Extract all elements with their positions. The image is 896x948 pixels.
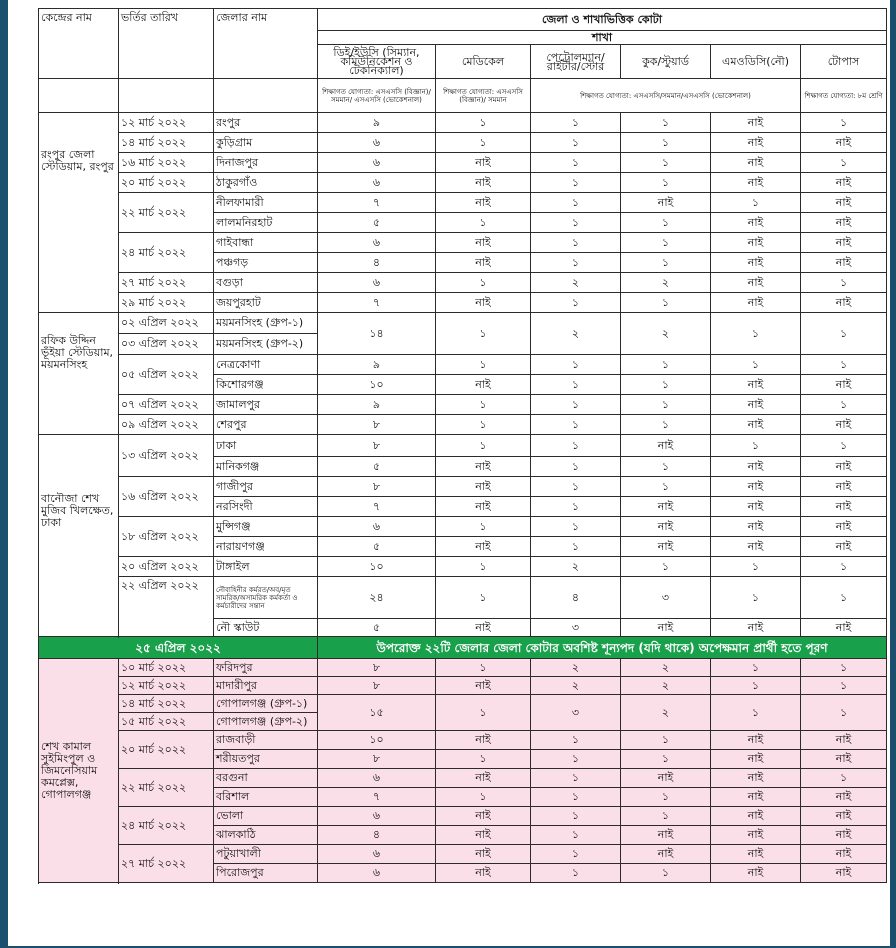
value-cell: ৮ [318,435,436,457]
value-cell: ১ [531,113,621,133]
branch-medical: মেডিকেল [436,45,531,79]
value-cell: ৮ [318,477,436,497]
value-cell: নাই [711,415,801,435]
center-dhaka: বানৌজা শেখ মুজিব খিলক্ষেত, ঢাকা [39,435,119,637]
value-cell: ৭ [318,497,436,517]
value-cell: ৬ [318,173,436,193]
value-cell: ২ [621,677,711,695]
value-cell: নাই [801,731,887,750]
value-cell: নাই [801,845,887,864]
value-cell: ৬ [318,133,436,153]
value-cell: ১ [436,659,531,677]
district-cell: বরিশাল [214,788,318,807]
value-cell: ১ [621,253,711,273]
value-cell: নাই [711,864,801,883]
district-cell: গোপালগঞ্জ (গ্রুপ-১) [214,695,318,713]
district-cell: পিরোজপুর [214,864,318,883]
value-cell: ১ [531,355,621,375]
value-cell: ১ [711,355,801,375]
value-cell: নাই [621,537,711,557]
value-cell: ৭ [318,788,436,807]
value-cell: নাই [801,750,887,769]
value-cell: ১ [436,213,531,233]
value-cell: ১ [711,313,801,355]
value-cell: ১ [436,415,531,435]
value-cell: ১ [531,788,621,807]
value-cell: ১ [621,750,711,769]
value-cell: ১ [531,213,621,233]
value-cell: ১ [711,435,801,457]
value-cell: নাই [621,435,711,457]
date-cell: ২২ মার্চ ২০২২ [119,769,214,807]
value-cell: ২ [531,313,621,355]
value-cell: ২ [531,557,621,577]
date-cell: ১২ মার্চ ২০২২ [119,677,214,695]
district-cell: ঠাকুরগাঁও [214,173,318,193]
value-cell: ১ [801,577,887,619]
value-cell: ১ [621,788,711,807]
value-cell: ১ [801,113,887,133]
value-cell: নাই [621,619,711,637]
value-cell: নাই [801,457,887,477]
district-cell: শরীয়তপুর [214,750,318,769]
district-cell: ময়মনসিংহ (গ্রুপ-১) [214,313,318,334]
value-cell: ২ [531,273,621,293]
value-cell: ৩ [621,577,711,619]
district-cell: কিশোরগঞ্জ [214,375,318,395]
value-cell: ১ [531,731,621,750]
district-cell: জামালপুর [214,395,318,415]
value-cell: নাই [801,415,887,435]
value-cell: ১০ [318,731,436,750]
branch-topas: টোপাস [801,45,887,79]
value-cell: ১৪ [318,313,436,355]
value-cell: ৫ [318,619,436,637]
value-cell: ১ [436,133,531,153]
district-cell: মাদারীপুর [214,677,318,695]
value-cell: ৪ [318,826,436,845]
value-cell: ২ [621,695,711,731]
district-cell: নৌ স্কাউট [214,619,318,637]
value-cell: ৬ [318,517,436,537]
value-cell: নাই [436,677,531,695]
value-cell: ৬ [318,233,436,253]
value-cell: ১ [531,497,621,517]
district-cell: শেরপুর [214,415,318,435]
qualification-medical: শিক্ষাগত যোগ্যতা: এসএসসি (বিজ্ঞান)/ সমমান [436,79,531,113]
value-cell: ১ [436,435,531,457]
value-cell: ৪ [318,253,436,273]
quota-table [38,8,887,883]
district-cell: মানিকগঞ্জ [214,457,318,477]
district-cell: ঢাকা [214,435,318,457]
value-cell: ১ [711,557,801,577]
value-cell: নাই [801,619,887,637]
value-cell: নাই [711,457,801,477]
district-cell: বগুড়া [214,273,318,293]
value-cell: ১ [531,826,621,845]
value-cell: ১ [436,113,531,133]
value-cell: ১ [436,273,531,293]
date-cell: ২০ মার্চ ২০২২ [119,731,214,769]
value-cell: নাই [801,477,887,497]
value-cell: নাই [436,845,531,864]
value-cell: ৮ [318,750,436,769]
branch-modc: এমওডিসি(নৌ) [711,45,801,79]
value-cell: ১ [621,133,711,153]
value-cell: ১ [531,477,621,497]
date-cell: ১৪ মার্চ ২০২২ [119,695,214,713]
branch-patrolman: পেট্রোলম্যান/ রাইটার/স্টোর [531,45,621,79]
qualification-de-uc: শিক্ষাগত যোগ্যতা: এসএসসি (বিজ্ঞান)/সমমান/ এসএসসি (ভোকেশনাল) [318,79,436,113]
value-cell: ১ [621,395,711,415]
value-cell: ৩ [531,619,621,637]
date-cell: ১৫ মার্চ ২০২২ [119,713,214,731]
district-cell: পঞ্চগড় [214,253,318,273]
value-cell: নাই [621,517,711,537]
value-cell: ২ [621,313,711,355]
value-cell: ৬ [318,864,436,883]
header-admission-date: ভর্তির তারিখ [119,9,214,79]
value-cell: নাই [436,253,531,273]
value-cell: ৬ [318,769,436,788]
value-cell: ১ [531,435,621,457]
district-cell: নীলফামারী [214,193,318,213]
value-cell: ১ [711,193,801,213]
value-cell: ১ [621,557,711,577]
value-cell: নাই [436,731,531,750]
district-cell: ময়মনসিংহ (গ্রুপ-২) [214,334,318,355]
value-cell: ৬ [318,807,436,826]
value-cell: ১ [531,395,621,415]
value-cell: ১ [436,355,531,375]
value-cell: ৬ [318,845,436,864]
value-cell: নাই [711,395,801,415]
value-cell: ৮ [318,659,436,677]
value-cell: ১ [531,807,621,826]
value-cell: ৪ [531,577,621,619]
value-cell: নাই [711,375,801,395]
value-cell: নাই [436,477,531,497]
date-cell: ০৩ এপ্রিল ২০২২ [119,334,214,355]
header-branch: শাখা [318,31,887,45]
value-cell: ১ [711,577,801,619]
value-cell: নাই [436,864,531,883]
value-cell: ১ [531,293,621,313]
value-cell: নাই [711,233,801,253]
district-cell: পটুয়াখালী [214,845,318,864]
value-cell: ১ [531,517,621,537]
value-cell: ১ [531,233,621,253]
value-cell: ১ [531,153,621,173]
district-cell: ঝালকাঠি [214,826,318,845]
value-cell: ৯ [318,395,436,415]
value-cell: নাই [711,826,801,845]
center-rangpur: রংপুর জেলা স্টেডিয়াম, রংপুর [39,113,119,313]
district-cell: টাঙ্গাইল [214,557,318,577]
value-cell: নাই [801,864,887,883]
district-cell: বরগুনা [214,769,318,788]
value-cell: ১ [711,695,801,731]
value-cell: ১০ [318,375,436,395]
value-cell: নাই [711,153,801,173]
value-cell: ৫ [318,537,436,557]
value-cell: ৭ [318,293,436,313]
value-cell: নাই [801,517,887,537]
value-cell: নাই [621,845,711,864]
value-cell: ১ [436,788,531,807]
center-gopalganj: শেখ কামাল সুইমিংপুল ও জিমনেসিয়াম কমপ্লেক্স, গোপালগঞ্জ [39,659,119,883]
value-cell: ১৫ [318,695,436,731]
value-cell: নাই [711,273,801,293]
value-cell: নাই [711,807,801,826]
value-cell: নাই [621,497,711,517]
value-cell: ৯ [318,355,436,375]
value-cell: ১ [621,233,711,253]
document-sheet [8,0,890,946]
value-cell: ১ [531,457,621,477]
value-cell: ১ [801,355,887,375]
district-cell: লালমনিরহাট [214,213,318,233]
value-cell: নাই [436,537,531,557]
value-cell: নাই [801,213,887,233]
value-cell: ১ [621,355,711,375]
value-cell: নাই [711,477,801,497]
value-cell: ১ [531,133,621,153]
value-cell: ১ [436,695,531,731]
value-cell: নাই [711,133,801,153]
value-cell: নাই [711,497,801,517]
district-cell: গোপালগঞ্জ (গ্রুপ-২) [214,713,318,731]
value-cell: নাই [801,807,887,826]
value-cell: নাই [436,293,531,313]
value-cell: নাই [436,457,531,477]
value-cell: ১ [531,769,621,788]
value-cell: নাই [711,517,801,537]
value-cell: ১ [621,173,711,193]
date-cell: ১৩ এপ্রিল ২০২২ [119,435,214,477]
value-cell: ১ [621,375,711,395]
district-cell: নারায়ণগঞ্জ [214,537,318,557]
value-cell: নাই [711,619,801,637]
value-cell: নাই [801,253,887,273]
date-cell: ০৯ এপ্রিল ২০২২ [119,415,214,435]
value-cell: নাই [801,193,887,213]
value-cell: নাই [801,293,887,313]
value-cell: ১ [436,557,531,577]
value-cell: নাই [436,826,531,845]
date-cell: ২৭ মার্চ ২০২২ [119,845,214,883]
value-cell: নাই [621,769,711,788]
value-cell: ১ [531,845,621,864]
value-cell: নাই [801,497,887,517]
value-cell: ১ [436,517,531,537]
value-cell: নাই [801,133,887,153]
value-cell: ১ [621,477,711,497]
value-cell: নাই [711,537,801,557]
value-cell: ২ [531,677,621,695]
date-cell: ০৭ এপ্রিল ২০২২ [119,395,214,415]
value-cell: নাই [436,375,531,395]
district-cell: দিনাজপুর [214,153,318,173]
qualification-topas: শিক্ষাগত যোগ্যতা: ৮ম শ্রেণি [801,79,887,113]
value-cell: নাই [436,807,531,826]
value-cell: নাই [711,750,801,769]
value-cell: ১ [621,731,711,750]
value-cell: নাই [711,788,801,807]
value-cell: ৬ [318,153,436,173]
date-cell: ২২ মার্চ ২০২২ [119,193,214,233]
header-district-name: জেলার নাম [214,9,318,79]
date-cell: ১২ মার্চ ২০২২ [119,113,214,133]
date-cell: ১০ মার্চ ২০২২ [119,659,214,677]
value-cell: ৫ [318,457,436,477]
value-cell: নাই [436,173,531,193]
value-cell: নাই [801,233,887,253]
value-cell: নাই [436,619,531,637]
date-cell: ২৭ মার্চ ২০২২ [119,273,214,293]
value-cell: ১ [621,864,711,883]
value-cell: ১ [531,864,621,883]
value-cell: নাই [711,253,801,273]
value-cell: ১ [801,273,887,293]
value-cell: ১ [531,415,621,435]
value-cell: ৬ [318,273,436,293]
value-cell: ১ [531,537,621,557]
branch-de-uc: ডিই/ইউসি (সিম্যান, কমিউনিকেশন ও টেকনিক্যাল) [318,45,436,79]
district-cell: ফরিদপুর [214,659,318,677]
value-cell: ২ [621,273,711,293]
waiting-list-note: উপরোক্ত ২২টি জেলার জেলা কোটার অবশিষ্ট শূন্যপদ (যদি থাকে) অপেক্ষমান প্রার্থী হতে পূরণ [318,637,887,659]
value-cell: নাই [711,769,801,788]
value-cell: নাই [711,213,801,233]
value-cell: নাই [801,375,887,395]
date-cell: ১৬ এপ্রিল ২০২২ [119,477,214,517]
header-quota: জেলা ও শাখাভিত্তিক কোটা [318,9,887,31]
value-cell: ১ [621,415,711,435]
district-cell: জয়পুরহাট [214,293,318,313]
value-cell: ৩ [531,695,621,731]
district-cell: গাইবান্ধা [214,233,318,253]
value-cell: নাই [801,537,887,557]
value-cell: ১ [621,113,711,133]
value-cell: নাই [436,769,531,788]
value-cell: নাই [801,826,887,845]
value-cell: ১ [621,807,711,826]
value-cell: নাই [436,153,531,173]
value-cell: নাই [801,173,887,193]
value-cell: ১ [801,395,887,415]
value-cell: নাই [621,826,711,845]
value-cell: ৫ [318,213,436,233]
value-cell: ১ [801,677,887,695]
date-cell: ২৪ মার্চ ২০২২ [119,233,214,273]
date-cell: ১৪ মার্চ ২০২২ [119,133,214,153]
date-cell: ০৫ এপ্রিল ২০২২ [119,355,214,395]
value-cell: নাই [711,293,801,313]
value-cell: ১ [801,313,887,355]
date-cell: ০২ এপ্রিল ২০২২ [119,313,214,334]
value-cell: নাই [711,731,801,750]
value-cell: ৮ [318,677,436,695]
value-cell: ১ [801,557,887,577]
date-cell: ১৬ মার্চ ২০২২ [119,153,214,173]
value-cell: ১ [436,577,531,619]
value-cell: নাই [436,193,531,213]
value-cell: ১ [531,253,621,273]
value-cell: নাই [711,845,801,864]
district-cell: গাজীপুর [214,477,318,497]
value-cell: ১ [801,659,887,677]
branch-cook: কুক/স্টুয়ার্ড [621,45,711,79]
value-cell: নাই [801,788,887,807]
value-cell: ১ [801,435,887,457]
value-cell: ১ [436,313,531,355]
value-cell: ১০ [318,557,436,577]
value-cell: ১ [531,375,621,395]
district-cell: নেত্রকোণা [214,355,318,375]
value-cell: ১ [531,193,621,213]
value-cell: নাই [436,497,531,517]
waiting-list-date: ২৫ এপ্রিল ২০২২ [39,637,318,659]
value-cell: ১ [531,750,621,769]
qualification-general: শিক্ষাগত যোগ্যতা: এসএসসি/সমমান/এসএসসি (ভোকেশনাল) [531,79,801,113]
value-cell: ১ [711,677,801,695]
value-cell: নাই [711,113,801,133]
date-cell: ২৯ মার্চ ২০২২ [119,293,214,313]
value-cell: ১ [436,750,531,769]
value-cell: ৯ [318,113,436,133]
district-cell: মুন্সিগঞ্জ [214,517,318,537]
district-cell: নৌবাহিনীর কর্মরত/অব/মৃত সামরিক/অসামরিক কর্মকর্তা ও কর্মচারীদের সন্তান [214,577,318,619]
value-cell: ৭ [318,193,436,213]
district-cell: রাজবাড়ী [214,731,318,750]
header-center-name: কেন্দ্রের নাম [39,9,119,79]
value-cell: ১ [801,153,887,173]
district-cell: রংপুর [214,113,318,133]
district-cell: কুড়িগ্রাম [214,133,318,153]
date-cell: ১৮ এপ্রিল ২০২২ [119,517,214,557]
value-cell: ১ [436,395,531,415]
value-cell: ১ [621,293,711,313]
date-cell: ২২ এপ্রিল ২০২২ [119,577,214,637]
value-cell: ১ [621,213,711,233]
value-cell: ১ [801,769,887,788]
center-mymensingh: রফিক উদ্দিন ভূঁইয়া স্টেডিয়াম, ময়মনসিংহ [39,313,119,435]
value-cell: ২ [621,659,711,677]
value-cell: ২ [531,659,621,677]
value-cell: ১ [801,695,887,731]
district-cell: নরসিংদী [214,497,318,517]
value-cell: ৮ [318,415,436,435]
date-cell: ২৪ মার্চ ২০২২ [119,807,214,845]
date-cell: ২০ এপ্রিল ২০২২ [119,557,214,577]
value-cell: নাই [621,193,711,213]
date-cell: ২০ মার্চ ২০২২ [119,173,214,193]
value-cell: ১ [621,457,711,477]
value-cell: ২৪ [318,577,436,619]
value-cell: নাই [711,173,801,193]
value-cell: ১ [531,173,621,193]
value-cell: ১ [621,153,711,173]
value-cell: নাই [436,233,531,253]
value-cell: ১ [711,659,801,677]
district-cell: ভোলা [214,807,318,826]
